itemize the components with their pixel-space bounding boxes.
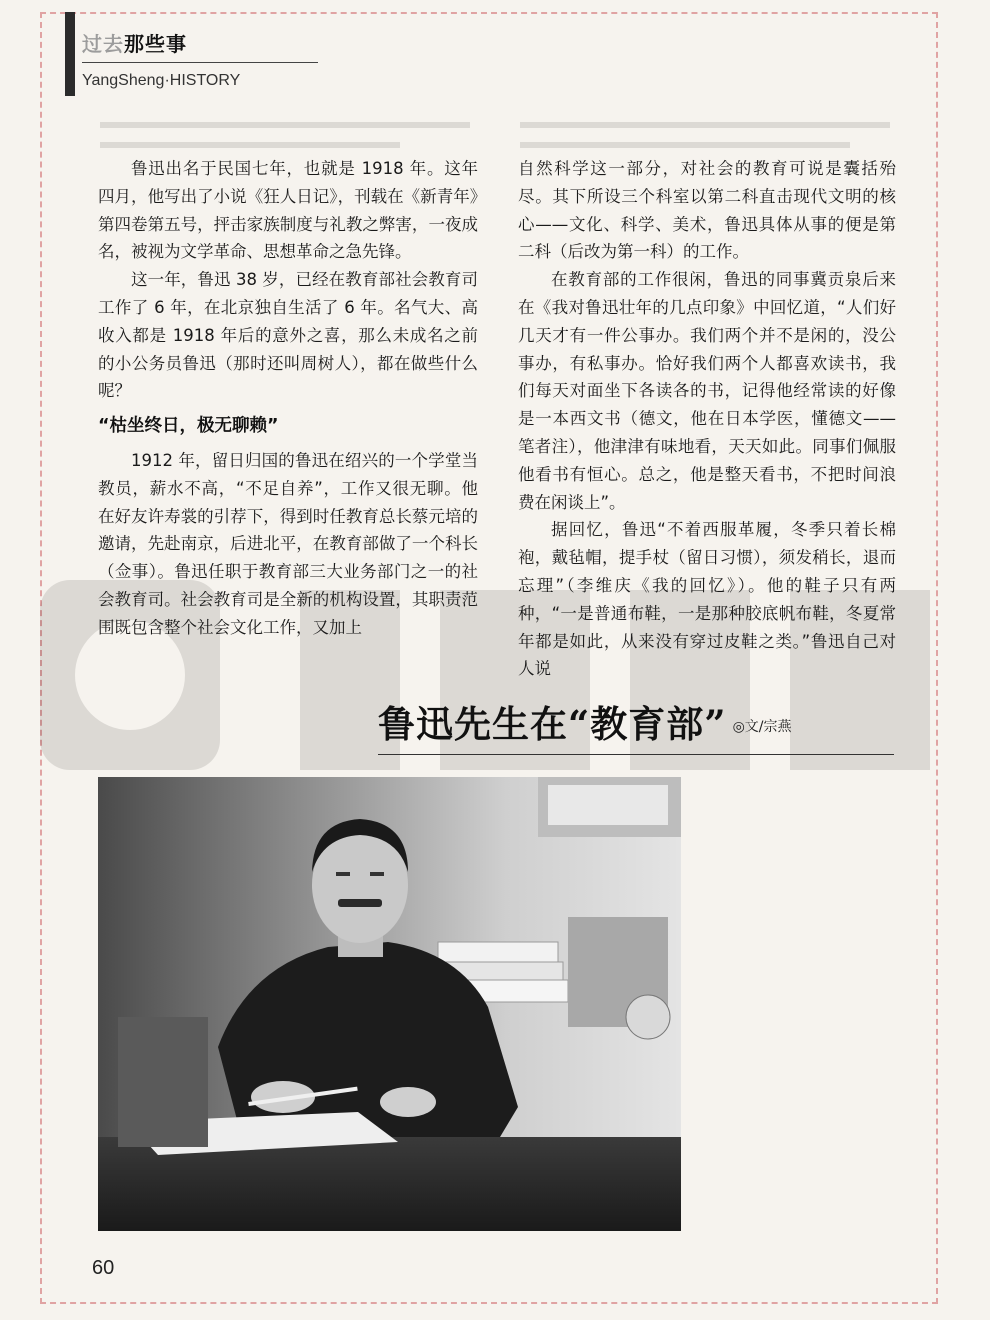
- section-divider: [82, 62, 318, 63]
- left-column: [98, 155, 478, 642]
- article-byline: ◎文/宗燕: [732, 719, 792, 735]
- show-through-texture: [100, 112, 480, 152]
- portrait-illustration: [98, 777, 681, 1231]
- left-paragraph-2: 这一年，鲁迅 38 岁，已经在教育部社会教育司工作了 6 年，在北京独自生活了 6 年。名气大、高收入都是 1918 年后的意外之喜，那么未成名之前的小公务员鲁迅（那时还叫周树人），都在做些什么呢？: [98, 270, 478, 401]
- article-title: 鲁迅先生在“教育部”: [378, 702, 727, 746]
- show-through-texture-right: [520, 112, 900, 152]
- page-number: 60: [92, 1257, 115, 1279]
- left-paragraph-3: 1912 年，留日归国的鲁迅在绍兴的一个学堂当教员，薪水不高，“不足自养”，工作又很无聊。他在好友许寿裳的引荐下，得到时任教育总长蔡元培的邀请，先赴南京，后进北平，在教育部做了一个科长（佥事）。鲁迅任职于教育部三大业务部门之一的社会教育司。社会教育司是全新的机构设置，其职责范围既包含整个社会文化工作，又加上: [98, 450, 478, 637]
- show-through-lines-right: [520, 112, 900, 152]
- right-paragraph-3: 据回忆，鲁迅“不着西服革履，冬季只着长棉袍，戴毡帽，提手杖（留日习惯），须发稍长，退而忘理”（李维庆《我的回忆》）。他的鞋子只有两种，“一是普通布鞋，一是那种胶底帆布鞋，冬夏常年都是如此，从来没有穿过皮鞋之类。”鲁迅自己对人说: [518, 520, 896, 679]
- left-paragraph-1: 鲁迅出名于民国七年，也就是 1918 年。这年四月，他写出了小说《狂人日记》，刊载在《新青年》第四卷第五号，抨击家族制度与礼教之弊害，一夜成名，被视为文学革命、思想革命之急先锋。: [98, 159, 478, 262]
- right-column: [518, 155, 896, 683]
- right-paragraph-1: 自然科学这一部分，对社会的教育可说是囊括殆尽。其下所设三个科室以第二科直击现代文明的核心——文化、科学、美术，鲁迅具体从事的便是第二科（后改为第一科）的工作。: [518, 159, 896, 262]
- section-subtitle: YangSheng·HISTORY: [82, 72, 241, 89]
- portrait-image: [98, 777, 681, 1231]
- section-title-light: 过去: [82, 32, 124, 56]
- section-accent-bar: [65, 12, 75, 96]
- section-subheading: “枯坐终日，极无聊赖”: [98, 416, 279, 437]
- show-through-lines: [100, 112, 480, 152]
- headline-underline: [378, 754, 894, 755]
- article-headline: [378, 694, 792, 748]
- right-paragraph-2: 在教育部的工作很闲，鲁迅的同事冀贡泉后来在《我对鲁迅壮年的几点印象》中回忆道，“人们好几天才有一件公事办。我们两个并不是闲的，没公事办，有私事办。恰好我们两个人都喜欢读书，我们每天对面坐下各读各的书，记得他经常读的好像是一本西文书（德文，他在日本学医，懂德文——笔者注），他津津有味地看，天天如此。同事们佩服他看书有恒心。总之，他是整天看书，不把时间浪费在闲谈上”。: [518, 270, 896, 512]
- section-title-dark: 那些事: [124, 32, 187, 56]
- section-title: [82, 28, 187, 57]
